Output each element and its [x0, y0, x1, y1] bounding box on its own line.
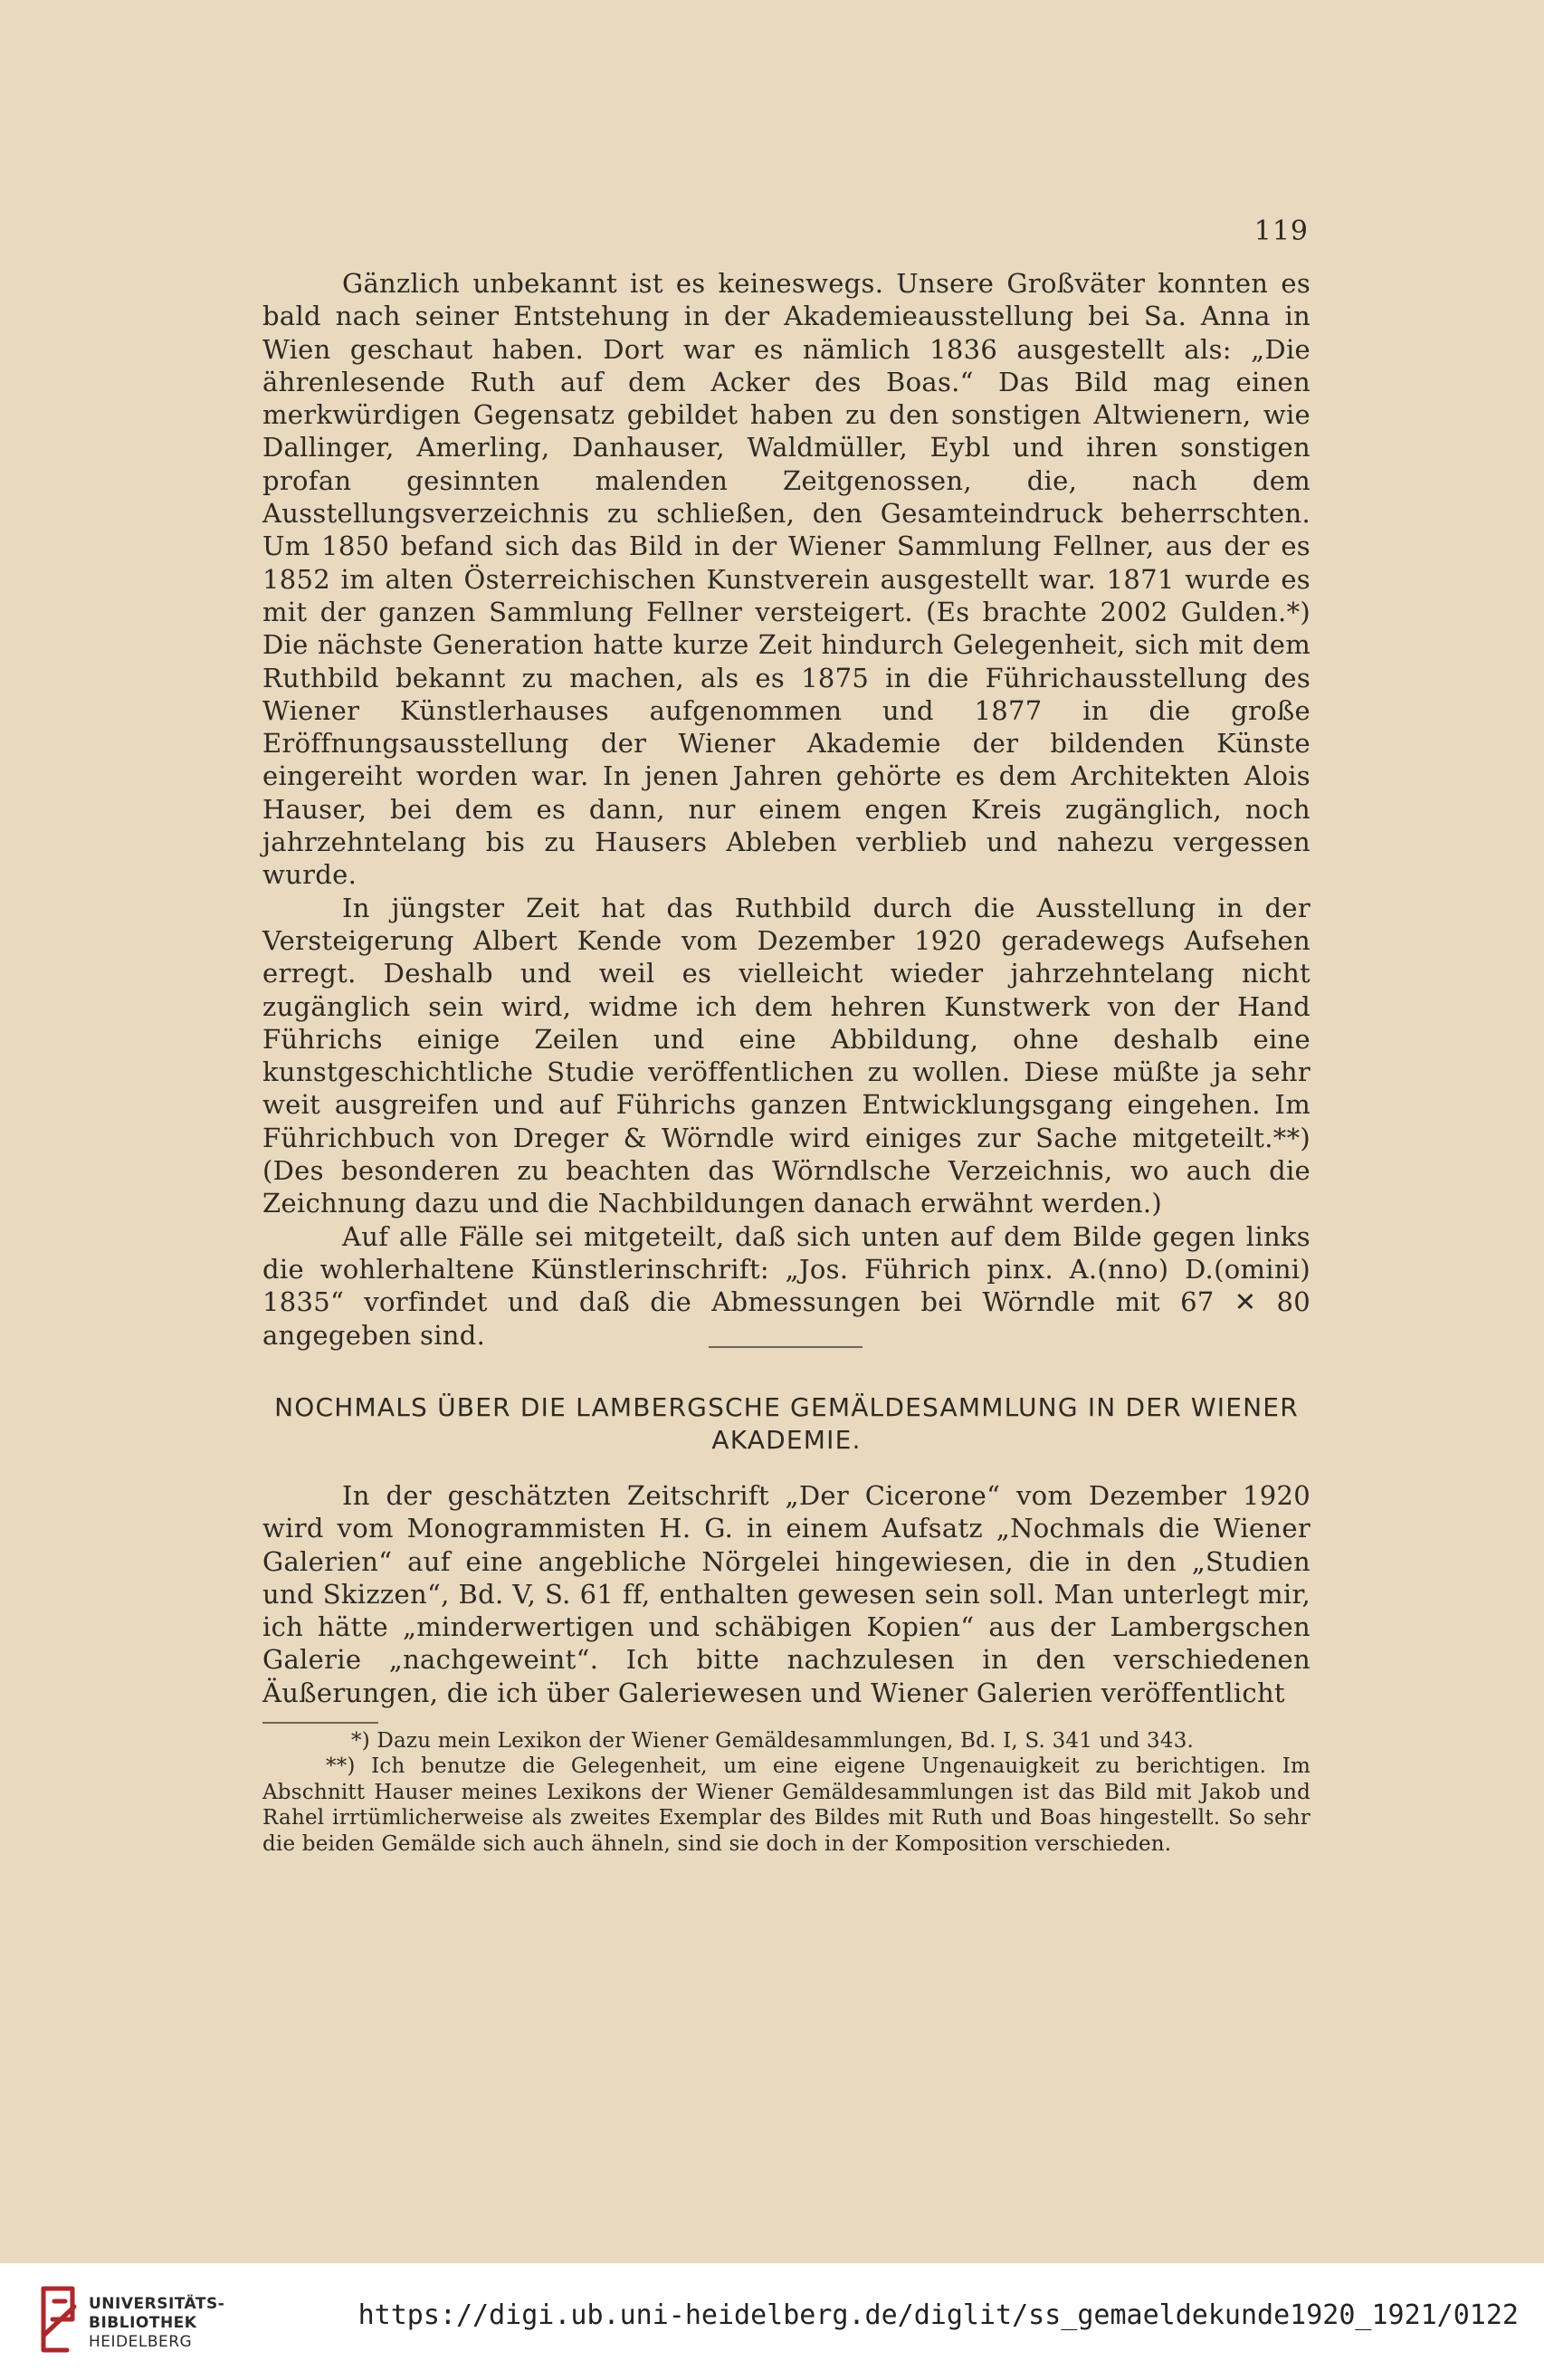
section-heading: NOCHMALS ÜBER DIE LAMBERGSCHE GEMÄLDESAMMLUNG IN DER WIENER AKADEMIE. — [274, 1392, 1299, 1455]
body-paragraph: In jüngster Zeit hat das Ruthbild durch die Ausstellung in der Versteigerung Albert Kende vom Dezember 1920 geradewegs Aufsehen erregt. Deshalb und weil es vielleicht wieder jahrzehntelang nicht zugänglich sein wird, widme ich dem hehren Kunstwerk von der Hand Führichs einige Zeilen und eine Abbildung, ohne deshalb eine kunstgeschichtliche Studie veröffentlichen zu wollen. Diese müßte ja sehr weit ausgreifen und auf Führichs ganzen Entwicklungsgang eingehen. Im Führichbuch von Dreger & Wörndle wird einiges zur Sache mitgeteilt.**) (Des besonderen zu beachten das Wörndlsche Verzeichnis, wo auch die Zeichnung dazu und die Nachbildungen danach erwähnt werden.) — [262, 892, 1310, 1219]
article-ruth-body — [262, 267, 1310, 1352]
page-number: 119 — [1253, 215, 1309, 247]
body-paragraph: Gänzlich unbekannt ist es keineswegs. Unsere Großväter konnten es bald nach seiner Entstehung in der Akademieausstellung bei Sa. Anna in Wien geschaut haben. Dort war es nämlich 1836 ausgestellt als: „Die ährenlesende Ruth auf dem Acker des Boas.“ Das Bild mag einen merkwürdigen Gegensatz gebildet haben zu den sonstigen Altwienern, wie Dallinger, Amerling, Danhauser, Waldmüller, Eybl und ihren sonstigen profan gesinnten malenden Zeitgenossen, die, nach dem Ausstellungsverzeichnis zu schließen, den Gesamteindruck beherrschten. Um 1850 befand sich das Bild in der Wiener Sammlung Fellner, aus der es 1852 im alten Österreichischen Kunstverein ausgestellt war. 1871 wurde es mit der ganzen Sammlung Fellner versteigert. (Es brachte 2002 Gulden.*) Die nächste Generation hatte kurze Zeit hindurch Gelegenheit, sich mit dem Ruthbild bekannt zu machen, als es 1875 in die Führichausstellung des Wiener Künstlerhauses aufgenommen und 1877 in die große Eröffnungsausstellung der Wiener Akademie der bildenden Künste eingereiht worden war. In jenen Jahren gehörte es dem Architekten Alois Hauser, bei dem es dann, nur einem engen Kreis zugänglich, noch jahrzehntelang bis zu Hausers Ableben verblieb und nahezu vergessen wurde. — [262, 268, 1310, 891]
footnote-divider — [262, 1722, 378, 1724]
permalink-url[interactable]: https://digi.ub.uni-heidelberg.de/diglit/ss_gemaeldekunde1920_1921/0122 — [357, 2299, 1519, 2331]
article-lamberg-body — [262, 1479, 1310, 1709]
body-paragraph: Auf alle Fälle sei mitgeteilt, daß sich unten auf dem Bilde gegen links die wohlerhaltene Künstlerinschrift: „Jos. Führich pinx. A.(nno) D.(omini) 1835“ vorfindet und daß die Abmessungen bei Wörndle mit 67 ✕ 80 angegeben sind. — [262, 1220, 1310, 1351]
footnote: *) Dazu mein Lexikon der Wiener Gemäldesammlungen, Bd. I, S. 341 und 343. — [351, 1729, 1195, 1753]
footnote: **) Ich benutze die Gelegenheit, um eine eigene Ungenauigkeit zu berichtigen. Im Abschnitt Hauser meines Lexikons der Wiener Gemäldesammlungen ist das Bild mit Jakob und Rahel irrtümlicherweise als zweites Exemplar des Bildes mit Ruth und Boas hingestellt. So sehr die beiden Gemälde sich auch ähneln, sind sie doch in der Komposition verschieden. — [262, 1754, 1310, 1856]
logo-text-line: HEIDELBERG — [89, 2333, 193, 2351]
footnotes — [262, 1728, 1310, 1857]
logo-text-line: UNIVERSITÄTS- — [89, 2295, 225, 2313]
section-divider — [709, 1346, 863, 1348]
ub-heidelberg-logo-icon — [34, 2283, 81, 2357]
library-footer — [0, 2263, 1544, 2380]
body-paragraph: In der geschätzten Zeitschrift „Der Cicerone“ vom Dezember 1920 wird vom Monogrammisten H. G. in einem Aufsatz „Nochmals die Wiener Galerien“ auf eine angebliche Nörgelei hingewiesen, die in den „Studien und Skizzen“, Bd. V, S. 61 ff, enthalten gewesen sein soll. Man unterlegt mir, ich hätte „minderwertigen und schäbigen Kopien“ aus der Lambergschen Galerie „nachgeweint“. Ich bitte nachzulesen in den verschiedenen Äußerungen, die ich über Galeriewesen und Wiener Galerien veröffentlicht — [262, 1480, 1310, 1708]
logo-text-line: BIBLIOTHEK — [89, 2314, 197, 2332]
